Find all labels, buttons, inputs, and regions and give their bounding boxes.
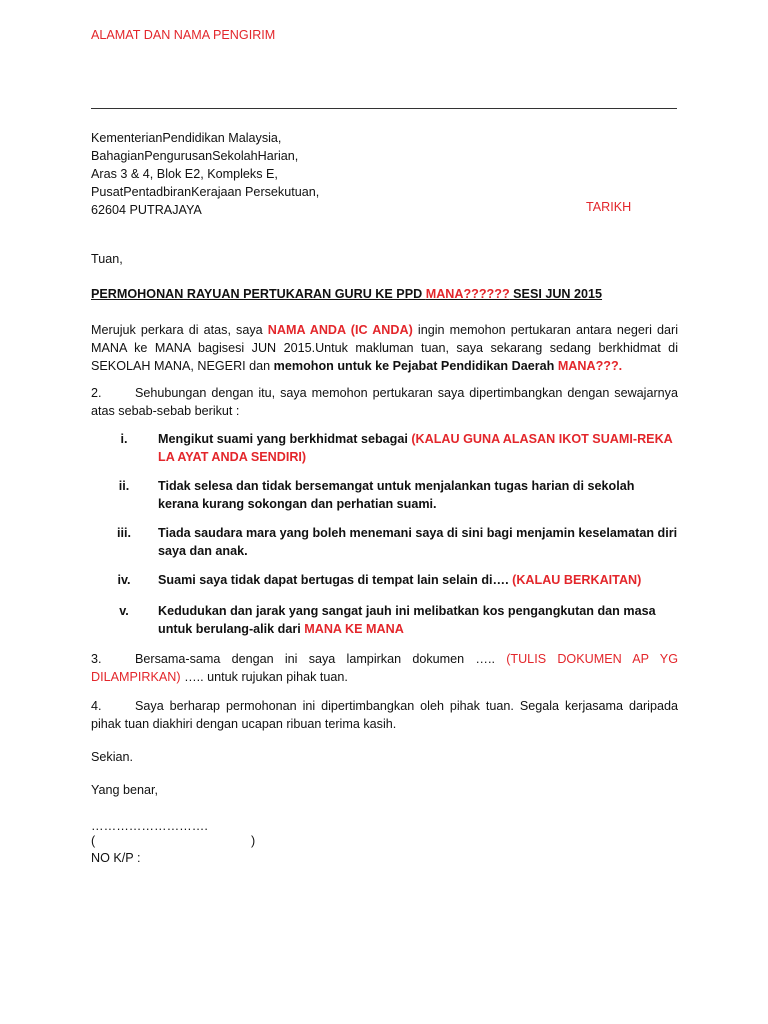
- reason-text: Tidak selesa dan tidak bersemangat untuk menjalankan tugas harian di sekolah kerana kurang sokongan dan perhatian suami.: [158, 479, 635, 511]
- address-line: PusatPentadbiranKerajaan Persekutuan,: [91, 185, 320, 199]
- para1-text: Merujuk perkara di atas, saya: [91, 323, 268, 337]
- reason-text: Tiada saudara mara yang boleh menemani saya di sini bagi menjamin keselamatan diri saya dan anak.: [158, 526, 678, 558]
- para2-text: Sehubungan dengan itu, saya memohon pertukaran saya dipertimbangkan dengan sewajarnya atas sebab-sebab berikut :: [91, 386, 678, 418]
- paragraph-number: 4.: [91, 699, 102, 713]
- date-placeholder: TARIKH: [586, 200, 632, 214]
- sender-address-placeholder: ALAMAT DAN NAMA PENGIRIM: [91, 28, 276, 42]
- paragraph-4: [91, 697, 678, 733]
- paragraph-1: [91, 321, 678, 375]
- paragraph-3: [91, 650, 678, 686]
- para3-text: Bersama-sama dengan ini saya lampirkan dokumen …..: [135, 652, 507, 666]
- reason-number: ii.: [118, 479, 130, 493]
- ic-number-label: NO K/P :: [91, 851, 141, 865]
- paragraph-2: [91, 384, 678, 420]
- subject-suffix: SESI JUN 2015: [509, 287, 603, 301]
- para3-text: ….. untuk rujukan pihak tuan.: [180, 670, 348, 684]
- divider-line: [91, 108, 677, 109]
- reason-text: Suami saya tidak dapat bertugas di tempat lain selain di….: [158, 573, 513, 587]
- reason-item: [112, 571, 678, 589]
- reason-number: i.: [120, 432, 128, 446]
- district-placeholder: MANA???.: [557, 359, 623, 373]
- paragraph-number: 2.: [91, 386, 102, 400]
- reason-number: iii.: [117, 526, 131, 540]
- reason-note: (KALAU BERKAITAN): [512, 573, 642, 587]
- closing: Sekian.: [91, 750, 134, 764]
- signature-line: ……………………….: [91, 819, 208, 833]
- reason-text: Mengikut suami yang berkhidmat sebagai: [158, 432, 412, 446]
- close-bracket: ): [251, 834, 256, 848]
- address-line: 62604 PUTRAJAYA: [91, 203, 202, 217]
- reason-number: v.: [119, 604, 129, 618]
- subject-prefix: PERMOHONAN RAYUAN PERTUKARAN GURU KE PPD: [91, 287, 426, 301]
- reason-item: [112, 524, 678, 560]
- address-line: KementerianPendidikan Malaysia,: [91, 131, 282, 145]
- sign-off: Yang benar,: [91, 783, 158, 797]
- reason-number: iv.: [117, 573, 131, 587]
- salutation: Tuan,: [91, 252, 123, 266]
- reason-text: Kedudukan dan jarak yang sangat jauh ini melibatkan kos pengangkutan dan masa untuk berulang-alik dari: [158, 604, 656, 636]
- subject-placeholder: MANA??????: [425, 287, 510, 301]
- reason-note: MANA KE MANA: [304, 622, 404, 636]
- para4-text: Saya berharap permohonan ini dipertimbangkan oleh pihak tuan. Segala kerjasama daripada pihak tuan diakhiri dengan ucapan ribuan terima kasih.: [91, 699, 678, 731]
- para1-bold-text: memohon untuk ke Pejabat Pendidikan Daerah: [273, 359, 558, 373]
- para1-text: ingin memohon pertukaran antara negeri dari MANA ke MANA bagisesi JUN 2015.Untuk makluman tuan, saya sekarang sedang berkhidmat di SEKOLAH MANA, NEGERI dan: [91, 323, 678, 373]
- document-placeholder: (TULIS DOKUMEN AP YG DILAMPIRKAN): [91, 652, 678, 684]
- address-line: BahagianPengurusanSekolahHarian,: [91, 149, 299, 163]
- name-ic-placeholder: NAMA ANDA (IC ANDA): [267, 323, 413, 337]
- letter-subject: [91, 287, 602, 301]
- open-bracket: (: [91, 834, 96, 848]
- paragraph-number: 3.: [91, 652, 102, 666]
- reason-item: [112, 602, 678, 638]
- recipient-address: [91, 129, 319, 219]
- signer-name-bracket: [91, 834, 261, 848]
- reason-item: [112, 430, 678, 466]
- reason-item: [112, 477, 678, 513]
- address-line: Aras 3 & 4, Blok E2, Kompleks E,: [91, 167, 278, 181]
- reason-note: (KALAU GUNA ALASAN IKOT SUAMI-REKA LA AYAT ANDA SENDIRI): [158, 432, 673, 464]
